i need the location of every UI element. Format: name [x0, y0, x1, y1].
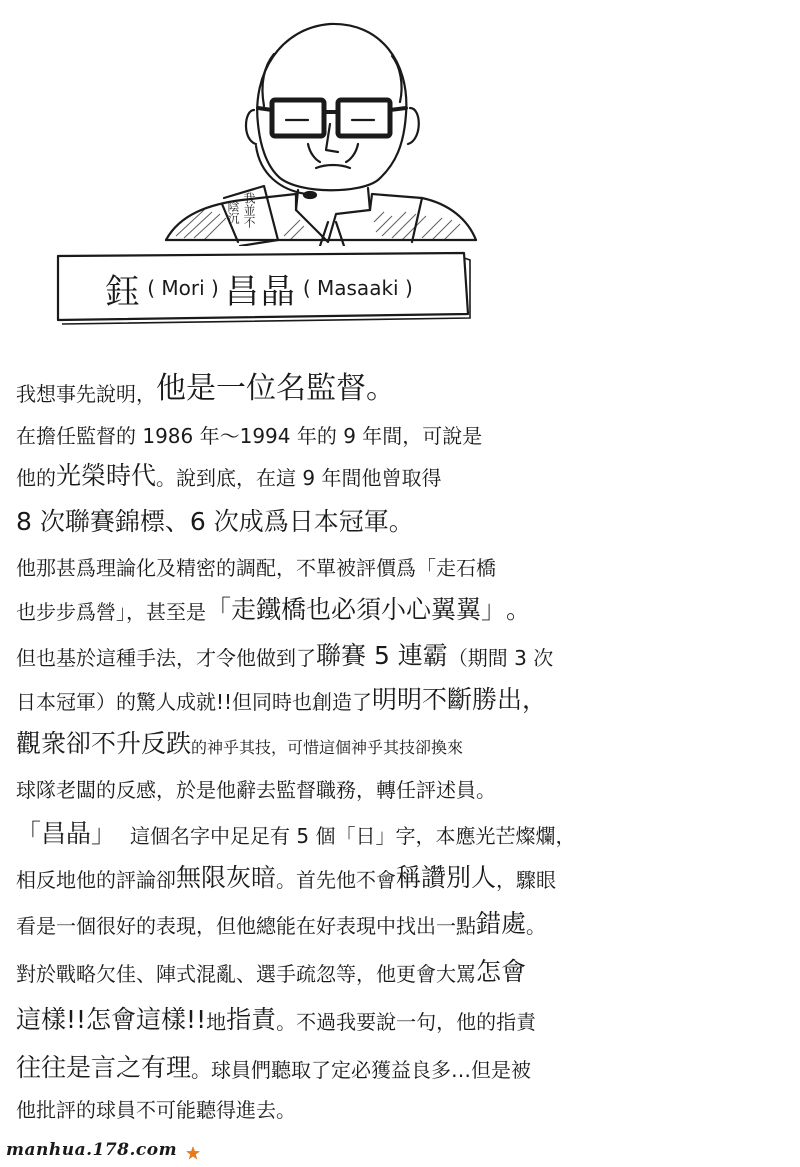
text-line: [16, 800, 786, 846]
text-line: [16, 1080, 786, 1120]
text-line: [16, 890, 786, 936]
text-run-emphasis: 8 次聯賽錦標、6 次成爲日本冠軍: [16, 507, 389, 536]
text-run-emphasis: 他是一位名監督: [156, 371, 366, 406]
text-line: [16, 534, 786, 578]
text-run-emphasis: 怎會: [476, 957, 527, 986]
text-run-emphasis: 指責: [226, 1005, 277, 1034]
given-name-reading: ( Masaaki ): [302, 276, 413, 300]
text-run: 相反地他的評論卻: [16, 868, 176, 892]
text-run-emphasis: 往往是言之有理: [16, 1053, 192, 1082]
portrait-illustration: [160, 14, 480, 246]
text-run: 日本冠軍）的驚人成就!!但同時也創造了: [16, 690, 373, 714]
text-run-emphasis: 「走鐵橋也必須小心翼翼」: [206, 595, 507, 624]
text-run-emphasis: 無限灰暗: [176, 863, 277, 892]
text-line: [16, 446, 786, 488]
text-run: ，驟眼: [496, 868, 557, 892]
text-run: 。不過我要說一句，他的指責: [276, 1010, 537, 1034]
text-run: 他批評的球員不可能聽得進去。: [16, 1098, 296, 1122]
sash-caption: [224, 192, 264, 242]
sash-line-2: 陰沉: [226, 200, 240, 224]
text-run: 我想事先說明，: [16, 382, 156, 406]
text-run: 他的: [16, 466, 56, 490]
text-run: 他那甚爲理論化及精密的調配，不單被評價爲「走石橋: [16, 556, 496, 580]
text-run-emphasis: 錯處: [476, 909, 527, 938]
text-run: 看是一個很好的表現，但他總能在好表現中找出一點: [16, 914, 476, 938]
text-line: [16, 984, 786, 1032]
name-card: [52, 250, 472, 326]
text-run: 。球員們聽取了定必獲益良多…但是被: [191, 1058, 532, 1082]
text-run: 但也基於這種手法，才令他做到了: [16, 646, 316, 670]
text-run: 。說到底，在這 9 年間他曾取得: [156, 466, 442, 490]
text-line: [16, 622, 786, 668]
text-line: [16, 404, 786, 446]
text-line: [16, 756, 786, 800]
text-run: （期間 3 次: [447, 646, 554, 670]
text-run: 。: [506, 595, 532, 624]
text-run: 。: [526, 914, 547, 938]
star-icon: [186, 1146, 200, 1160]
text-line: [16, 488, 786, 534]
text-run-emphasis: 聯賽 5 連霸: [316, 641, 448, 670]
text-run: 球隊老闆的反感，於是他辭去監督職務，轉任評述員。: [16, 778, 496, 802]
sash-line-1: 我並不: [242, 192, 256, 228]
text-run-emphasis: 觀衆卻不升反跌: [16, 729, 192, 758]
text-run: 。: [366, 371, 396, 406]
text-run: 。首先他不會: [276, 868, 397, 892]
text-run: 也步步爲營」，甚至是: [16, 600, 206, 624]
text-run-emphasis: 明明不斷勝出，: [372, 685, 548, 714]
text-run: 地: [206, 1010, 227, 1034]
text-line: [16, 364, 786, 404]
text-line: [16, 668, 786, 712]
text-run: 對於戰略欠佳、陣式混亂、選手疏忽等，他更會大罵: [16, 962, 476, 986]
text-run: 。: [388, 507, 414, 536]
text-line: [16, 578, 786, 622]
surname: 鈺: [105, 271, 142, 312]
text-run-emphasis: 「昌晶」: [16, 819, 117, 848]
text-run-emphasis: 這樣!!怎會這樣!!: [16, 1005, 207, 1034]
surname-reading: ( Mori ): [147, 276, 219, 300]
body-text: [16, 364, 786, 1120]
text-run-emphasis: 稱讚別人: [396, 863, 497, 892]
text-run: 在擔任監督的 1986 年～1994 年的 9 年間，可說是: [16, 424, 483, 448]
text-run-emphasis: 光榮時代: [56, 461, 157, 490]
text-line: [16, 1032, 786, 1080]
site-watermark: manhua.178.com: [6, 1140, 178, 1160]
text-line: [16, 712, 786, 756]
text-line: [16, 936, 786, 984]
text-line: [16, 846, 786, 890]
text-run: 的神乎其技，可惜這個神乎其技卻換來: [191, 738, 464, 757]
given-name: 昌晶: [224, 271, 297, 312]
text-run: 這個名字中足足有 5 個「日」字，本應光芒燦爛，: [130, 824, 576, 848]
